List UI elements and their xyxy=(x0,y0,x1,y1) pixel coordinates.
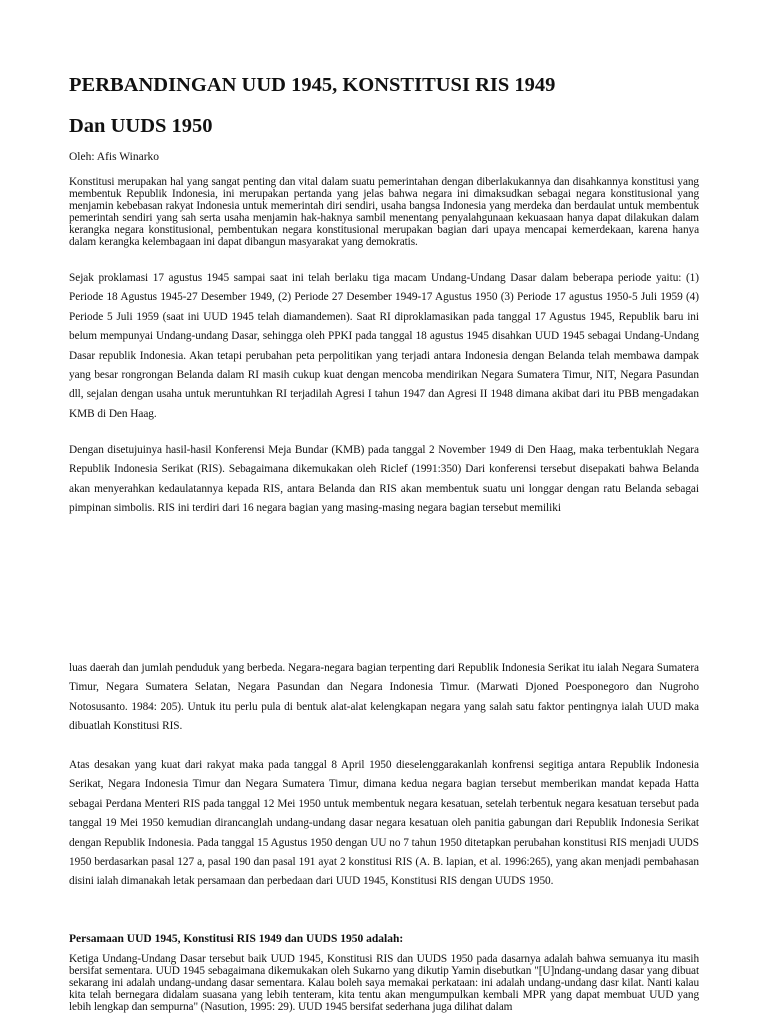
document-title: PERBANDINGAN UUD 1945, KONSTITUSI RIS 1949 xyxy=(69,74,556,96)
paragraph-uuds: Atas desakan yang kuat dari rakyat maka pada tanggal 8 April 1950 dieselenggarakanlah konfrensi segitiga antara Republik Indonesia Serikat, Negara Indonesia Timur dan Negara Sumatera Timur, dimana kedua negara bagian tersebut memberikan mandat kepada Hatta sebagai Perdana Menteri RIS pada tanggal 12 Mei 1950 untuk membentuk negara kesatuan, setelah terbentuk negara kesatuan tersebut pada tanggal 19 Mei 1950 kemudian dirancanglah undang-undang dasar negara kesatuan oleh panitia gabungan dari Republik Indonesia Serikat dengan Republik Indonesia. Pada tanggal 15 Agustus 1950 dengan UU no 7 tahun 1950 ditetapkan perubahan konstitusi RIS menjadi UUDS 1950 berdasarkan pasal 127 a, pasal 190 dan pasal 191 ayat 2 konstitusi RIS (A. B. lapian, et al. 1996:265), yang akan menjadi pembahasan disini ialah dimanakah letak persamaan dan perbedaan dari UUD 1945, Konstitusi RIS dengan UUDS 1950. xyxy=(69,759,699,888)
document-subtitle: Dan UUDS 1950 xyxy=(69,115,213,137)
paragraph-history: Sejak proklamasi 17 agustus 1945 sampai saat ini telah berlaku tiga macam Undang-Undang Dasar dalam beberapa periode yaitu: (1) Periode 18 Agustus 1945-27 Desember 1949, (2) Periode 27 Desember 1949-17 Agustus 1950 (3) Periode 17 agustus 1950-5 Juli 1959 (4) Periode 5 Juli 1959 (saat ini UUD 1945 telah diamandemen). Saat RI diproklamasikan pada tanggal 17 Agustus 1945, Republik baru ini belum mempunyai Undang-undang Dasar, sehingga oleh PPKI pada tanggal 18 agustus 1945 disahkan UUD 1945 sebagai Undang-Undang Dasar republik Indonesia. Akan tetapi perubahan peta perpolitikan yang terjadi antara Indonesia dengan Belanda telah membawa dampak yang besar rongrongan Belanda dalam RI masih cukup kuat dengan mencoba mendirikan Negara Sumatera Timur, NIT, Negara Pasundan dll, sejalan dengan usaha untuk meruntuhkan RI terjadilah Agresi I tahun 1947 dan Agresi II 1948 dimana akibat dari itu PBB mengadakan KMB di Den Haag. xyxy=(69,272,699,420)
paragraph-negara-bagian: luas daerah dan jumlah penduduk yang berbeda. Negara-negara bagian terpenting dari Republik Indonesia Serikat itu ialah Negara Sumatera Timur, Negara Sumatera Selatan, Negara Pasundan dan Negara Indonesia Timur. (Marwati Djoned Poesponegoro dan Nugroho Notosusanto. 1984: 205). Untuk itu perlu pula di bentuk alat-alat kelengkapan negara yang salah satu faktor pentingnya ialah UUD maka dibuatlah Konstitusi RIS. xyxy=(69,662,699,733)
author-line: Oleh: Afis Winarko xyxy=(69,151,160,163)
paragraph-intro: Konstitusi merupakan hal yang sangat penting dan vital dalam suatu pemerintahan dengan diberlakukannya dan disahkannya konstitusi yang membentuk Republik Indonesia, ini merupakan pertanda yang jelas bahwa negara ini dimaksudkan sebagai negara konstitusional yang menjamin kebebasan rakyat Indonesia untuk memerintah diri sendiri, usaha bangsa Indonesia yang merdeka dan berdaulat untuk membentuk pemerintah sendiri yang sah serta usaha menjamin hak-haknya sambil menentang penyalahgunaan kekuasaan hanya dapat dilakukan dalam kerangka negara konstitusional, pembentukan negara konstitusional merupakan bagian dari upaya mencapai kemerdekaan, karena hanya dalam kerangka kelembagaan ini dapat dibangun masyarakat yang demokratis. xyxy=(69,176,699,248)
paragraph-kmb: Dengan disetujuinya hasil-hasil Konferensi Meja Bundar (KMB) pada tanggal 2 November 1949 di Den Haag, maka terbentuklah Negara Republik Indonesia Serikat (RIS). Sebagaimana dikemukakan oleh Riclef (1991:350) Dari konferensi tersebut disepakati bahwa Belanda akan menyerahkan kedaulatannya kepada RIS, antara Belanda dan RIS akan membentuk suatu uni longgar dengan ratu Belanda sebagai pimpinan simbolis. RIS ini terdiri dari 16 negara bagian yang masing-masing negara bagian tersebut memiliki xyxy=(69,444,699,515)
section-heading: Persamaan UUD 1945, Konstitusi RIS 1949 dan UUDS 1950 adalah: xyxy=(69,933,404,945)
paragraph-persamaan: Ketiga Undang-Undang Dasar tersebut baik UUD 1945, Konstitusi RIS dan UUDS 1950 pada dasarnya adalah bahwa semuanya itu masih bersifat sementara. UUD 1945 sebagaimana dikemukakan oleh Sukarno yang dikutip Yamin disebutkan "[U]ndang-undang dasar yang dibuat sekarang ini adalah undang-undang dasar sementara. Kalau boleh saya memakai perkataan: ini adalah undang-undang dasr kilat. Nanti kalau kita telah bernegara didalam suasana yang lebih tenteram, kita tentu akan mengumpulkan kembali MPR yang dapat membuat UUD yang lebih lengkap dan sempurna" (Nasution, 1995: 29). UUD 1945 bersifat sederhana juga dilihat dalam xyxy=(69,953,699,1013)
document-page xyxy=(69,0,699,1024)
